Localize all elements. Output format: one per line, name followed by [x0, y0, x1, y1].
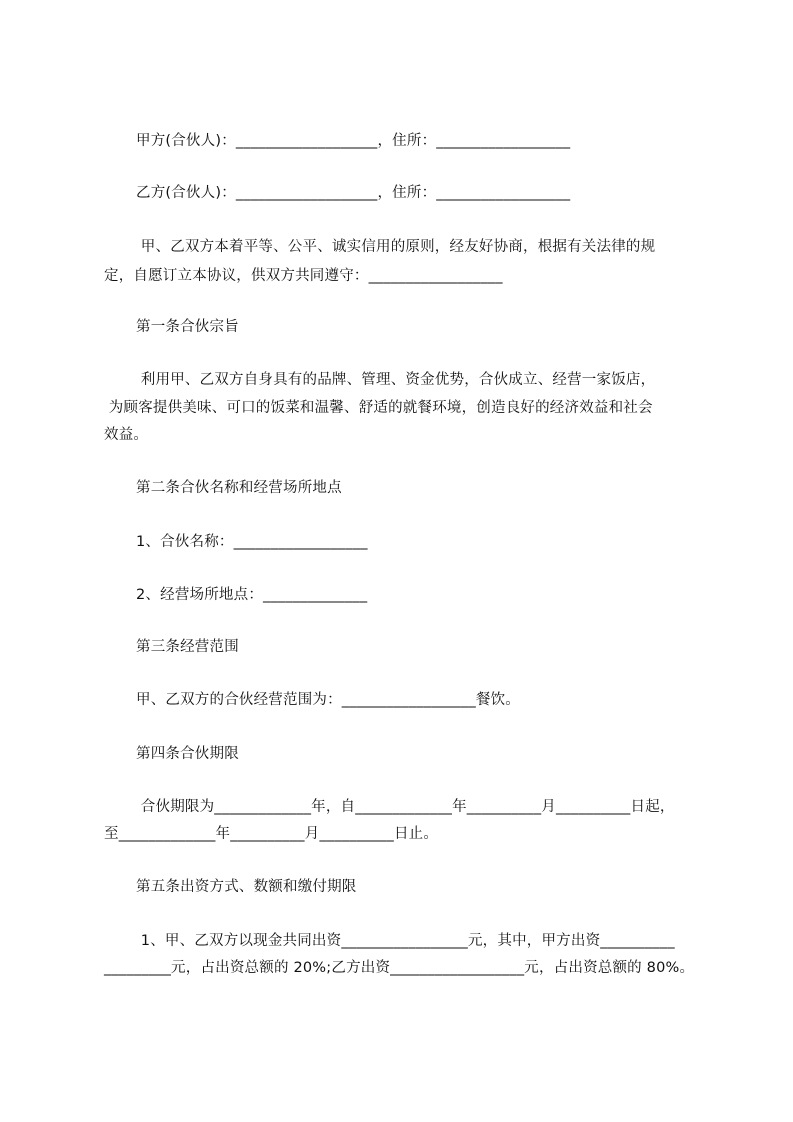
article-1-line-2: 为顾客提供美味、可口的饭菜和温馨、舒适的就餐环境，创造良好的经济效益和社会 [104, 400, 653, 416]
party-b-line: 乙方(合伙人)：___________________，住所：__________________ [136, 185, 571, 201]
article-2-item-2: 2、经营场所地点：______________ [136, 587, 368, 603]
article-1-title: 第一条合伙宗旨 [136, 319, 239, 335]
intro-line-1: 甲、乙双方本着平等、公平、诚实信用的原则，经友好协商，根据有关法律的规 [136, 239, 656, 255]
article-4-line-2: 至_____________年__________月__________日止。 [104, 826, 439, 842]
article-1-line-1: 利用甲、乙双方自身具有的品牌、管理、资金优势，合伙成立、经营一家饭店， [136, 372, 656, 388]
intro-line-2: 定，自愿订立本协议，供双方共同遵守：__________________ [104, 268, 503, 284]
article-4-line-1: 合伙期限为_____________年，自_____________年__________月__________日起， [136, 799, 675, 815]
article-5-line-2: _________元，占出资总额的 20%;乙方出资__________________元，占出资总额的 80%。 [104, 960, 695, 976]
article-5-line-1: 1、甲、乙双方以现金共同出资_________________元，其中，甲方出资__________ [136, 933, 675, 949]
article-3-text: 甲、乙双方的合伙经营范围为：__________________餐饮。 [136, 692, 520, 708]
article-1-line-3: 效益。 [104, 427, 149, 443]
article-5-title: 第五条出资方式、数额和缴付期限 [136, 879, 357, 895]
article-2-item-1: 1、合伙名称：__________________ [136, 534, 368, 550]
article-2-title: 第二条合伙名称和经营场所地点 [136, 480, 342, 496]
article-3-title: 第三条经营范围 [136, 639, 239, 655]
party-a-line: 甲方(合伙人)：___________________，住所：__________________ [136, 133, 571, 149]
article-4-title: 第四条合伙期限 [136, 746, 239, 762]
